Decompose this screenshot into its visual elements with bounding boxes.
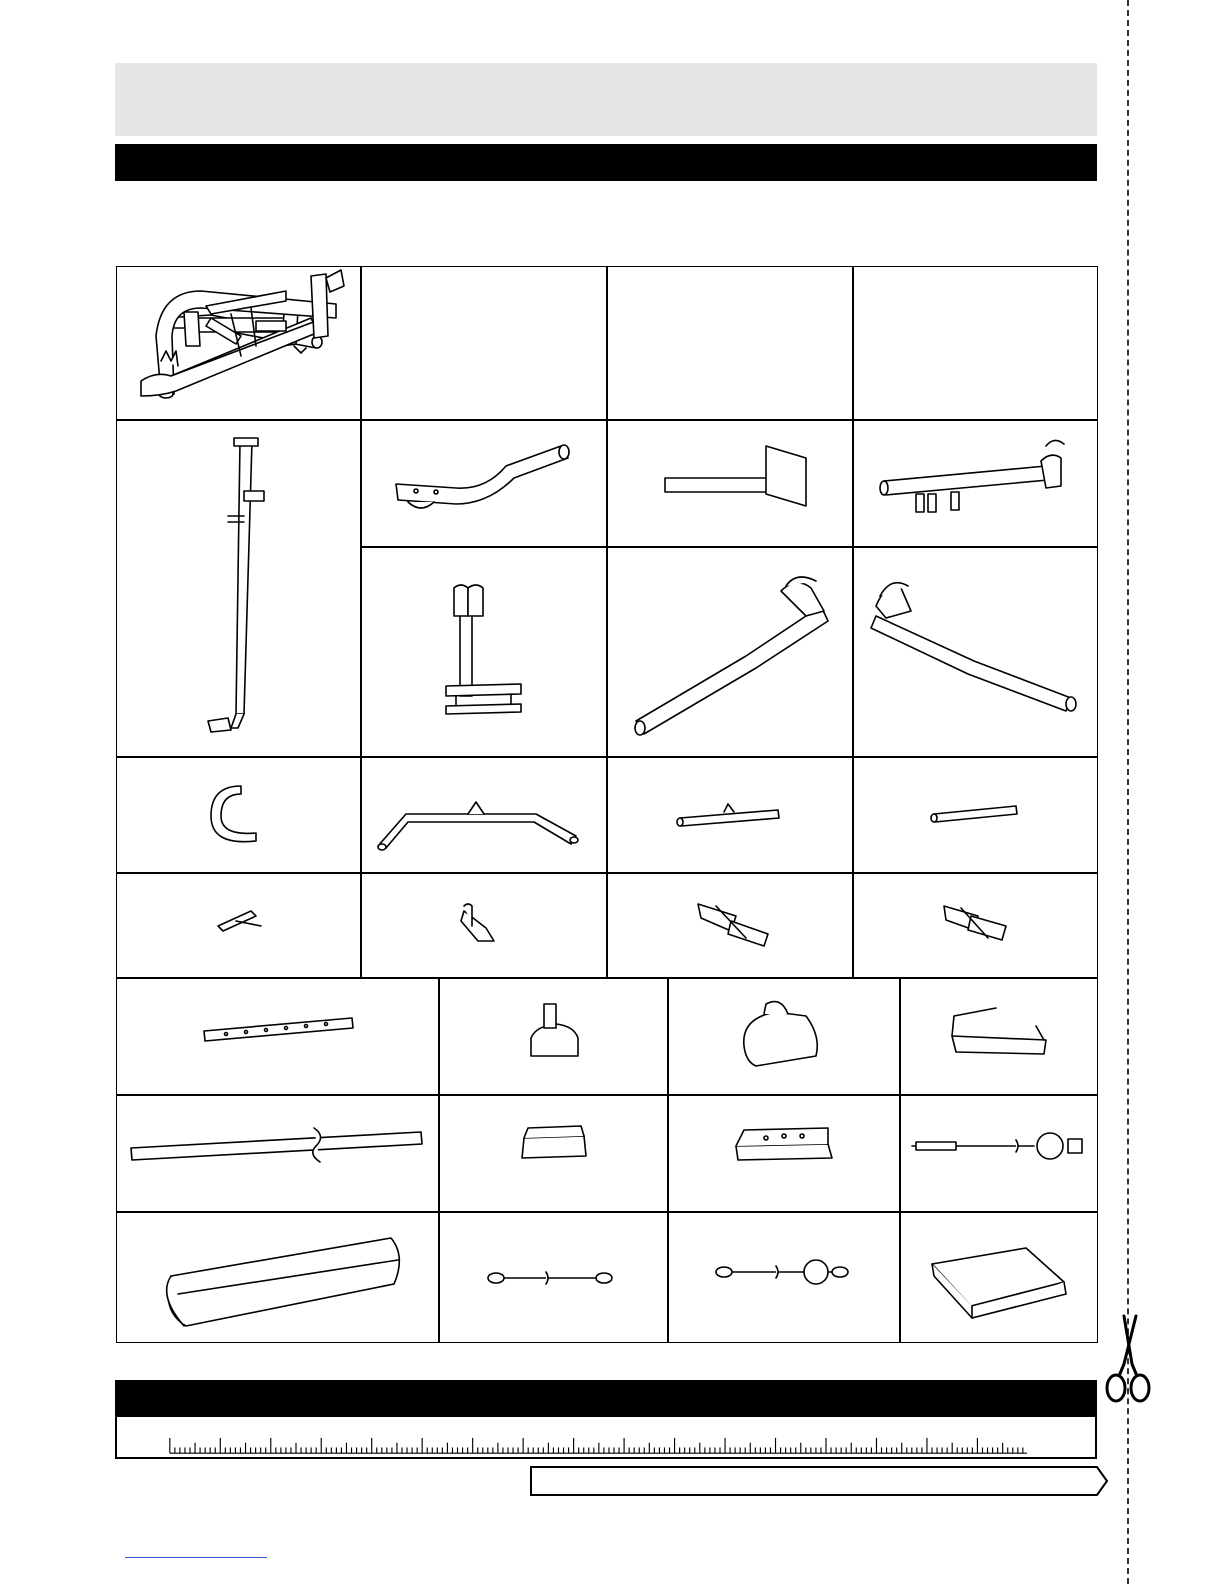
saddle-bracket-icon [531, 1004, 578, 1056]
selector-rod-icon [204, 1018, 353, 1041]
lat-bar-icon [378, 802, 578, 850]
bent-tube-pulley-icon [396, 445, 569, 508]
small-bracket-icon [461, 904, 494, 941]
top-plate-icon [522, 1126, 586, 1158]
arm-left-icon [871, 583, 1076, 711]
header-band [115, 63, 1097, 136]
pad-icon [932, 1248, 1066, 1318]
cable-ball-2-icon [716, 1260, 848, 1284]
arrow-box [529, 1465, 1109, 1497]
weight-plate-icon [736, 1128, 832, 1160]
title-bar [115, 144, 1097, 181]
upright-post-icon [208, 438, 264, 732]
leg-bracket-icon [446, 585, 521, 714]
parts-grid [116, 266, 1098, 1343]
c-handle-icon [211, 786, 256, 842]
scissors-icon [1102, 1314, 1154, 1406]
row-bar-icon [677, 804, 779, 826]
ruler-bar [115, 1380, 1097, 1417]
arm-right-icon [635, 577, 828, 735]
cable-ball-icon [912, 1133, 1082, 1159]
u-cover-icon [744, 1002, 817, 1066]
pin-icon [218, 911, 261, 931]
short-tube-icon [931, 806, 1017, 822]
tube-with-hook-icon [880, 440, 1064, 512]
long-rod-icon [131, 1128, 422, 1162]
short-cable-icon [488, 1272, 612, 1284]
ruler-scale [115, 1417, 1097, 1459]
shroud-icon [167, 1238, 400, 1326]
plate-tube-icon [665, 446, 806, 506]
footer-link-line [125, 1557, 267, 1558]
double-bracket-2-icon [944, 906, 1006, 940]
double-bracket-icon [698, 904, 768, 946]
foot-plate-icon [952, 1008, 1046, 1054]
